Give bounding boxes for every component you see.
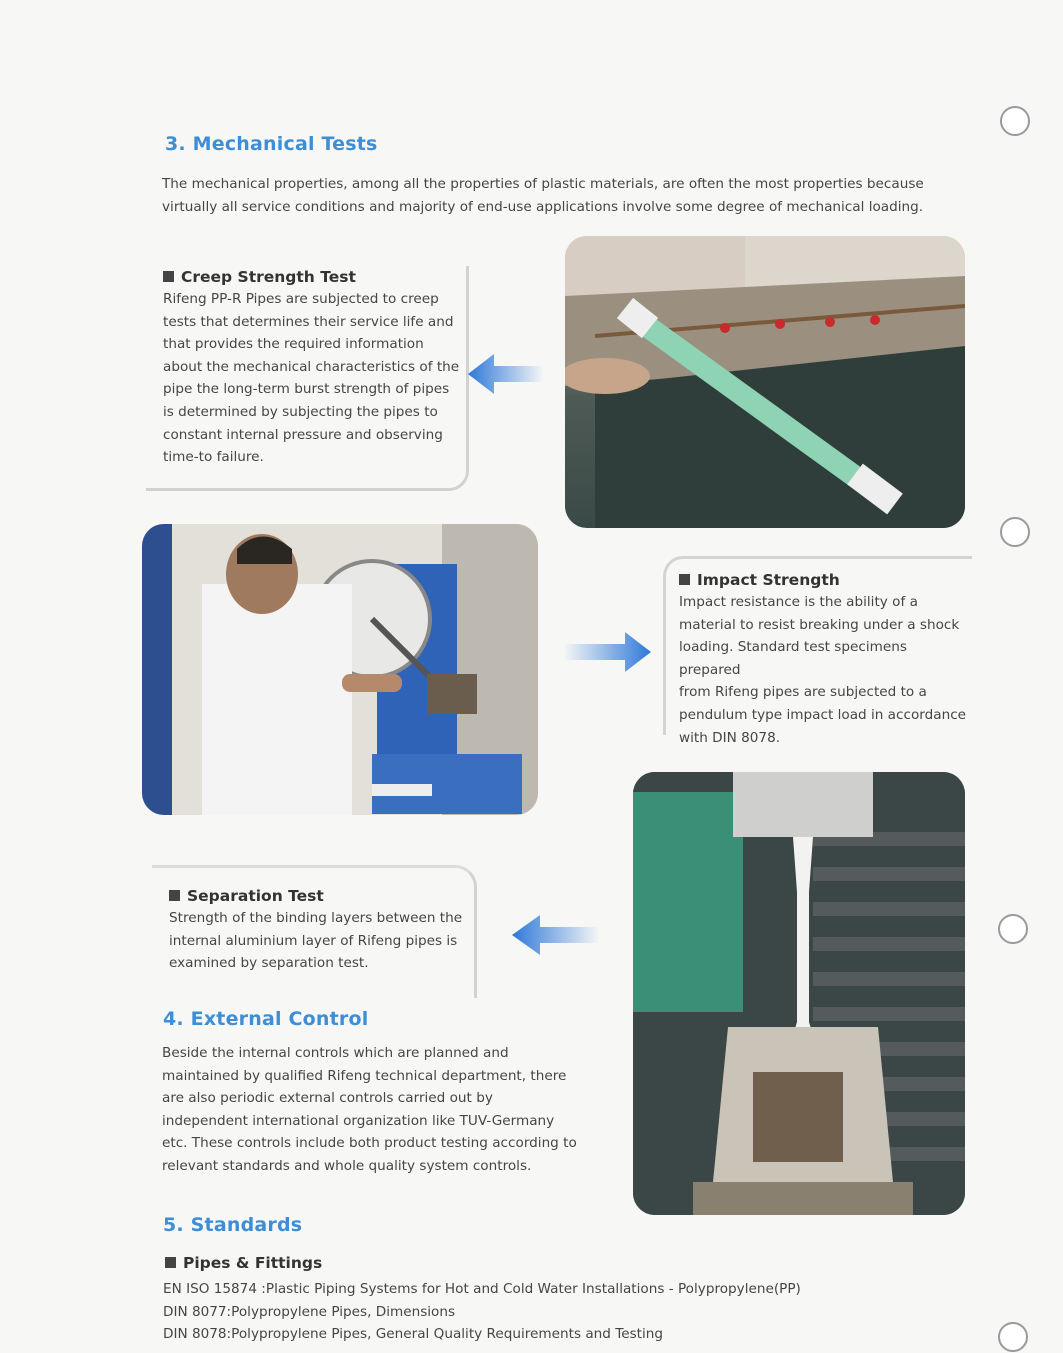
mechanical-tests-heading: 3. Mechanical Tests [165,133,378,155]
creep-line: is determined by subjecting the pipes to [163,403,438,420]
square-bullet-icon [679,574,690,585]
square-bullet-icon [165,1257,176,1268]
standards-list [163,1278,863,1346]
square-bullet-icon [163,271,174,282]
separation-line: examined by separation test. [169,955,369,972]
impact-line: Impact resistance is the ability of a [679,594,918,610]
binder-hole-1 [1000,106,1030,136]
square-bullet-icon [169,890,180,901]
creep-line: time-to failure. [163,449,264,466]
impact-strength-title: Impact Strength [679,571,969,589]
binder-hole-4 [998,1322,1028,1352]
external-line: etc. These controls include both product testing according to [162,1135,577,1152]
separation-test-photo [633,772,965,1215]
creep-test-photo [565,236,965,528]
impact-line: pendulum type impact load in accordance [679,706,967,723]
creep-line: about the mechanical characteristics of the [163,358,460,375]
impact-line: with DIN 8078. [679,729,781,746]
separation-line: internal aluminium layer of Rifeng pipes is [169,932,458,949]
creep-strength-title: Creep Strength Test [163,268,463,286]
arrow-left-icon [512,913,600,957]
impact-strength-text [679,571,969,749]
external-line: maintained by qualified Rifeng technical department, there [162,1067,567,1084]
arrow-left-icon [468,352,544,396]
standard-line: DIN 8077:Polypropylene Pipes, Dimensions [163,1303,456,1320]
binder-hole-3 [998,914,1028,944]
mechanical-intro-line-1: The mechanical properties, among all the properties of plastic materials, are often the most properties because [162,176,924,192]
standards-heading: 5. Standards [163,1214,303,1236]
arrow-right-icon [563,630,651,674]
impact-line: from Rifeng pipes are subjected to a [679,684,927,701]
binder-hole-2 [1000,517,1030,547]
pipes-fittings-title: Pipes & Fittings [165,1254,322,1272]
external-line: are also periodic external controls carried out by [162,1090,493,1107]
standard-line: EN ISO 15874 :Plastic Piping Systems for Hot and Cold Water Installations - Polypropylene(PP) [163,1281,801,1297]
mechanical-intro-line-2: virtually all service conditions and majority of end-use applications involve some degree of mechanical loading. [162,198,924,215]
mechanical-intro [162,173,942,218]
impact-test-photo [142,524,538,815]
creep-line: that provides the required information [163,336,424,353]
creep-line: tests that determines their service life and [163,313,454,330]
external-control-text [162,1042,592,1178]
external-control-heading: 4. External Control [163,1008,369,1030]
standard-line: DIN 8078:Polypropylene Pipes, General Quality Requirements and Testing [163,1326,664,1343]
external-line: relevant standards and whole quality system controls. [162,1157,532,1174]
creep-line: pipe the long-term burst strength of pipes [163,381,450,398]
creep-strength-text [163,268,463,469]
external-line: independent international organization like TUV-Germany [162,1112,555,1129]
external-line: Beside the internal controls which are planned and [162,1045,509,1061]
separation-test-title: Separation Test [169,887,474,905]
impact-line: loading. Standard test specimens prepared [679,639,907,678]
creep-line: Rifeng PP-R Pipes are subjected to creep [163,291,439,307]
impact-line: material to resist breaking under a shock [679,616,960,633]
separation-line: Strength of the binding layers between the [169,910,463,926]
separation-test-text [169,887,474,975]
creep-line: constant internal pressure and observing [163,426,443,443]
